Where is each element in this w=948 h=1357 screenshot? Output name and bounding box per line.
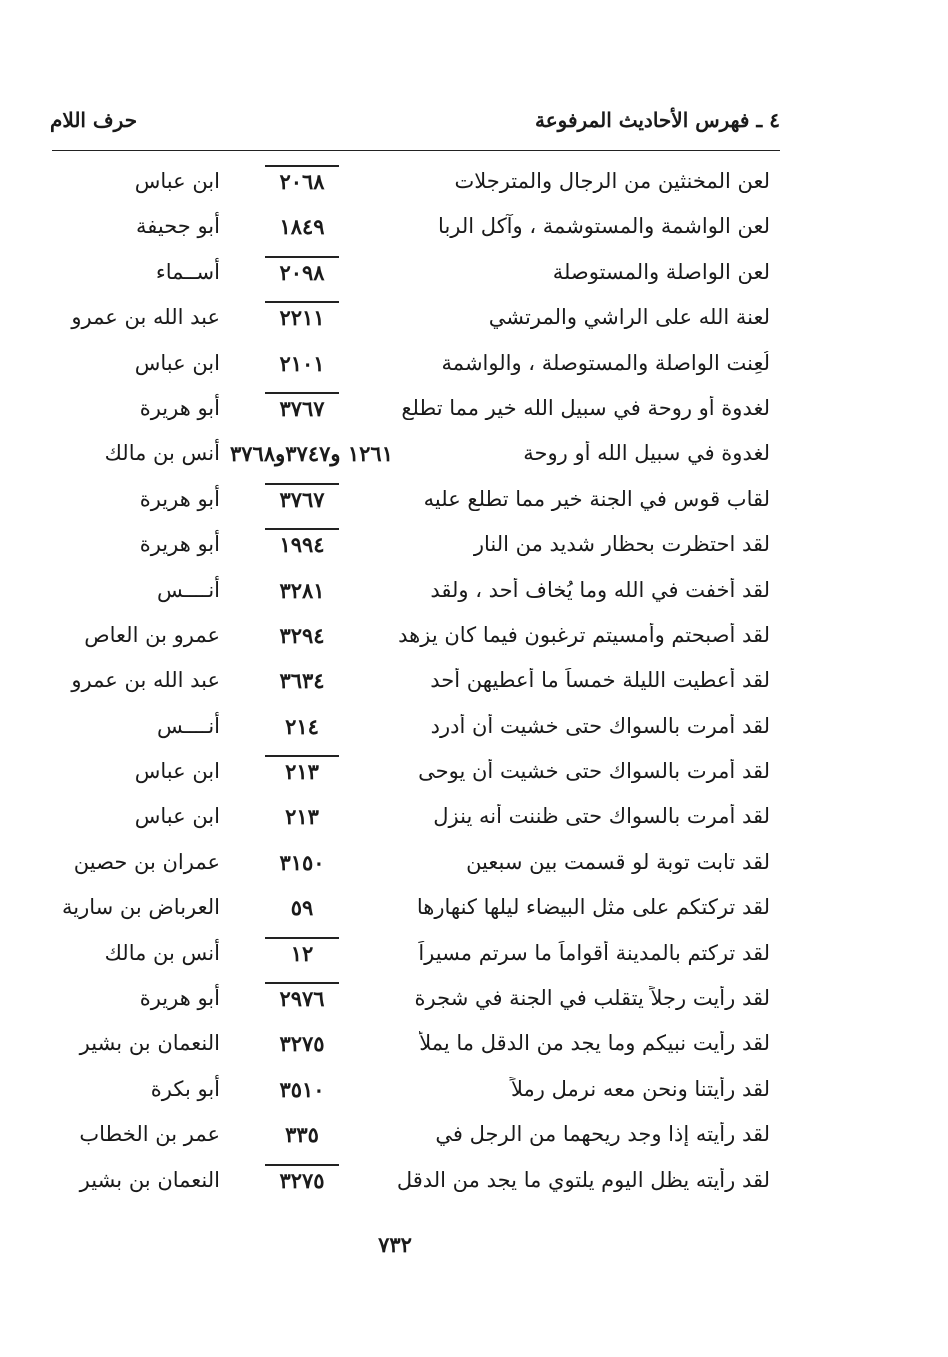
hadith-index-list: [40, 163, 770, 1207]
index-entry: [40, 889, 770, 934]
hadith-text: لقد تركتكم على مثل البيضاء ليلها كنهارها: [416, 895, 770, 920]
hadith-number: ٥٩: [290, 895, 314, 921]
hadith-text: لعن الواشمة والمستوشمة ، وآكل الربا: [438, 214, 770, 239]
hadith-number: ٢٠٦٨: [232, 169, 372, 194]
index-entry: [40, 753, 770, 798]
narrator-name: ابن عباس: [134, 350, 220, 375]
narrator-name: العرباض بن سارية: [61, 895, 220, 920]
index-entry: [40, 798, 770, 843]
narrator-name: عمر بن الخطاب: [79, 1122, 220, 1147]
index-entry: [40, 481, 770, 526]
index-entry: [40, 254, 770, 299]
narrator-name: أنــــس: [156, 577, 220, 602]
hadith-number: ٢٠٩٨: [232, 260, 372, 285]
hadith-number: ٢١٤: [285, 713, 319, 739]
hadith-number: ٣٢٩٤: [279, 622, 325, 648]
hadith-text: لقد أعطيت الليلة خمساً ما أعطيهن أحد: [430, 668, 770, 693]
index-entry: [40, 617, 770, 662]
narrator-name: أبو هريرة: [139, 395, 220, 420]
narrator-name: النعمان بن بشير: [79, 1031, 220, 1056]
hadith-number: ٣٢٨١: [279, 577, 325, 603]
hadith-text: لقد رأيته إذا وجد ريحهما من الرجل في: [435, 1122, 770, 1147]
index-entry: [40, 208, 770, 253]
hadith-number: ٢١٣: [285, 804, 319, 830]
narrator-name: أنــــس: [156, 713, 220, 738]
hadith-number: ٢٢١١: [232, 305, 372, 330]
hadith-text: لقاب قوس في الجنة خير مما تطلع عليه: [423, 486, 770, 511]
hadith-number: ٣١٥٠: [279, 849, 325, 875]
hadith-text: لقد تركتم بالمدينة أقواماً ما سرتم مسيراً: [418, 940, 770, 965]
hadith-number: ١٢٦١ و٣٧٤٧و٣٧٦٨: [230, 441, 393, 467]
narrator-name: عمران بن حصين: [73, 849, 220, 874]
index-entry: [40, 390, 770, 435]
index-entry: [40, 662, 770, 707]
page-number: ٧٣٢: [378, 1232, 412, 1257]
narrator-name: أبو بكرة: [150, 1076, 220, 1101]
hadith-number: ٢١٠١: [279, 350, 325, 376]
hadith-number: ٣٢٧٥: [279, 1031, 325, 1057]
index-entry: [40, 844, 770, 889]
hadith-text: لقد رأيته يظل اليوم يلتوي ما يجد من الدقل: [396, 1167, 770, 1192]
letter-title: حرف اللام: [50, 108, 138, 132]
hadith-text: لغدوة أو روحة في سبيل الله خير مما تطلع: [401, 395, 770, 420]
section-title: ٤ ـ فهرس الأحاديث المرفوعة: [534, 108, 780, 132]
index-entry: [40, 163, 770, 208]
narrator-name: ابن عباس: [134, 759, 220, 784]
narrator-name: عبد الله بن عمرو: [71, 305, 220, 330]
hadith-text: لقد رأيت رجلاً يتقلب في الجنة في شجرة: [414, 986, 770, 1011]
narrator-name: أبو هريرة: [139, 486, 220, 511]
hadith-text: لقد تابت توبة لو قسمت بين سبعين: [466, 849, 770, 874]
hadith-number: ١٨٤٩: [279, 214, 325, 240]
hadith-number: ٣٧٦٧: [232, 487, 372, 512]
hadith-text: لعن المخنثين من الرجال والمترجلات: [454, 169, 770, 193]
hadith-text: لقد أمرت بالسواك حتى خشيت أن يوحى: [418, 759, 770, 784]
hadith-number: ٣٢٧٥: [232, 1168, 372, 1193]
index-entry: [40, 1116, 770, 1161]
index-entry: [40, 708, 770, 753]
hadith-text: لقد أخفت في الله وما يُخاف أحد ، ولقد: [430, 577, 770, 602]
index-entry: [40, 435, 770, 480]
narrator-name: أســماء: [155, 259, 220, 284]
hadith-number: ١٩٩٤: [232, 532, 372, 557]
hadith-text: لعن الواصلة والمستوصلة: [552, 259, 770, 284]
narrator-name: أبو هريرة: [139, 532, 220, 557]
hadith-text: لعنة الله على الراشي والمرتشي: [488, 305, 770, 330]
index-entry: [40, 1071, 770, 1116]
narrator-name: النعمان بن بشير: [79, 1167, 220, 1192]
hadith-number: ٣٧٦٧: [232, 396, 372, 421]
index-entry: [40, 345, 770, 390]
narrator-name: عبد الله بن عمرو: [71, 668, 220, 693]
hadith-number: ٢١٣: [232, 759, 372, 784]
hadith-text: لقد أمرت بالسواك حتى خشيت أن أدرد: [430, 713, 770, 738]
hadith-text: لغدوة في سبيل الله أو روحة: [523, 441, 770, 466]
hadith-text: لقد احتظرت بحظار شديد من النار: [473, 532, 770, 557]
narrator-name: عمرو بن العاص: [84, 622, 220, 647]
hadith-text: لقد أصبحتم وأمسيتم ترغبون فيما كان يزهد: [398, 622, 770, 647]
hadith-text: لُعِنت الواصلة والمستوصلة ، والواشمة: [441, 350, 770, 375]
index-entry: [40, 1025, 770, 1070]
header-divider: [52, 150, 780, 151]
narrator-name: أبو هريرة: [139, 986, 220, 1011]
hadith-number: ٣٥١٠: [279, 1076, 325, 1102]
hadith-number: ٣٦٣٤: [279, 668, 325, 694]
narrator-name: ابن عباس: [134, 169, 220, 193]
narrator-name: أبو جحيفة: [136, 214, 220, 239]
narrator-name: أنس بن مالك: [104, 441, 220, 466]
hadith-number: ١٢: [232, 941, 372, 966]
page-header: [50, 108, 780, 142]
hadith-number: ٣٣٥: [285, 1122, 319, 1148]
narrator-name: أنس بن مالك: [104, 940, 220, 965]
narrator-name: ابن عباس: [134, 804, 220, 829]
index-entry: [40, 935, 770, 980]
index-entry: [40, 572, 770, 617]
index-entry: [40, 526, 770, 571]
index-entry: [40, 980, 770, 1025]
hadith-number: ٢٩٧٦: [232, 986, 372, 1011]
hadith-text: لقد أمرت بالسواك حتى ظننت أنه ينزل: [433, 804, 770, 829]
hadith-text: لقد رأيت نبيكم وما يجد من الدقل ما يملأ: [419, 1031, 770, 1056]
index-entry: [40, 1162, 770, 1207]
hadith-text: لقد رأيتنا ونحن معه نرمل رملاً: [511, 1076, 770, 1101]
index-entry: [40, 299, 770, 344]
